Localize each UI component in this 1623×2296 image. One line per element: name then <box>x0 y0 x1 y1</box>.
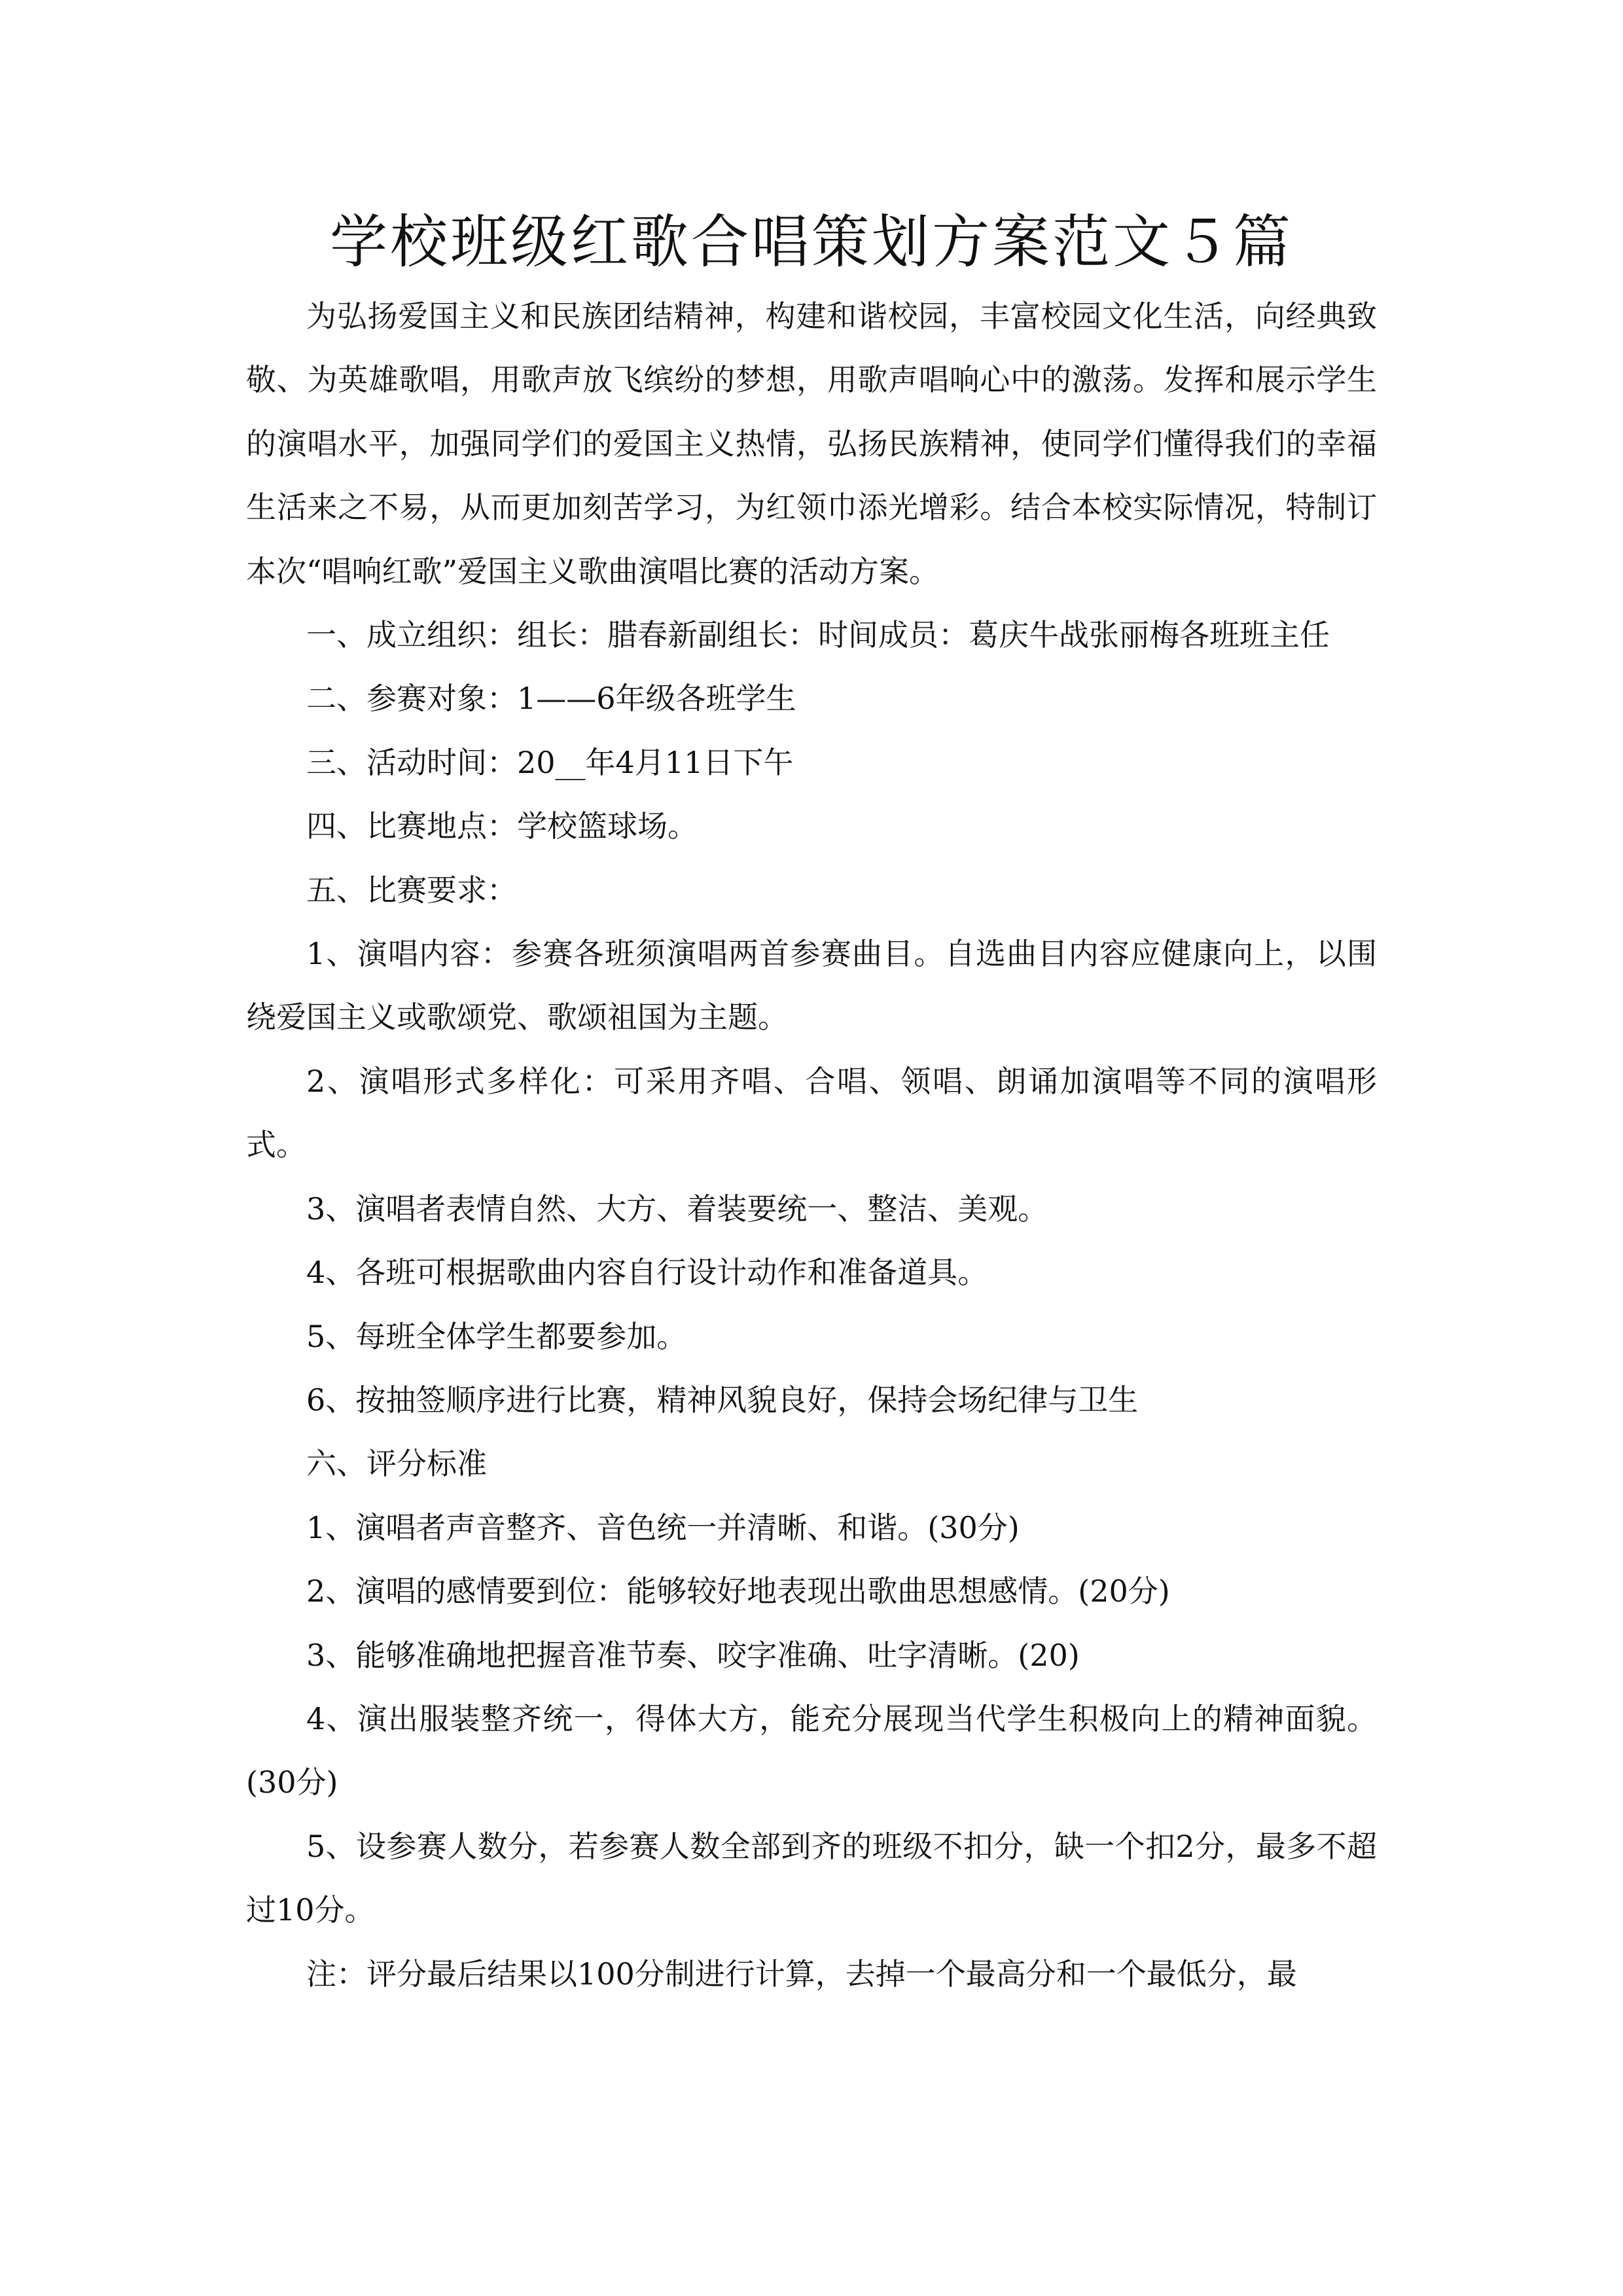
document-body <box>246 285 1377 2006</box>
paragraph-scoring-heading: 六、评分标准 <box>306 1446 487 1482</box>
paragraph-location: 四、比赛地点：学校篮球场。 <box>306 808 698 844</box>
paragraph-scoring-4: 4、演出服装整齐统一，得体大方，能充分展现当代学生积极向上的精神面貌。(30分) <box>246 1700 1377 1801</box>
paragraph-scoring-5: 5、设参赛人数分，若参赛人数全部到齐的班级不扣分，缺一个扣2分，最多不超过10分。 <box>246 1828 1377 1928</box>
paragraph-requirements-heading: 五、比赛要求： <box>306 872 517 908</box>
paragraph-organization: 一、成立组织：组长：腊春新副组长：时间成员：葛庆牛战张丽梅各班班主任 <box>306 617 1330 653</box>
paragraph-scoring-1: 1、演唱者声音整齐、音色统一并清晰、和谐。(30分) <box>306 1509 1020 1545</box>
paragraph-scoring-3: 3、能够准确地把握音准节奏、咬字准确、吐字清晰。(20) <box>306 1637 1080 1673</box>
paragraph-time: 三、活动时间：20__年4月11日下午 <box>306 744 794 780</box>
paragraph-requirement-3: 3、演唱者表情自然、大方、着装要统一、整洁、美观。 <box>306 1191 1048 1227</box>
paragraph-note: 注：评分最后结果以100分制进行计算，去掉一个最高分和一个最低分，最 <box>306 1956 1297 1992</box>
paragraph-scoring-2: 2、演唱的感情要到位：能够较好地表现出歌曲思想感情。(20分) <box>306 1573 1170 1609</box>
paragraph-requirement-4: 4、各班可根据歌曲内容自行设计动作和准备道具。 <box>306 1255 988 1291</box>
paragraph-participants: 二、参赛对象：1——6年级各班学生 <box>306 681 796 717</box>
paragraph-requirement-6: 6、按抽签顺序进行比赛，精神风貌良好，保持会场纪律与卫生 <box>306 1382 1139 1418</box>
paragraph-requirement-5: 5、每班全体学生都要参加。 <box>306 1318 687 1354</box>
paragraph-requirement-1: 1、演唱内容：参赛各班须演唱两首参赛曲目。自选曲目内容应健康向上，以围绕爱国主义或歌颂党、歌颂祖国为主题。 <box>246 936 1377 1035</box>
paragraph-intro: 为弘扬爱国主义和民族团结精神，构建和谐校园，丰富校园文化生活，向经典致敬、为英雄歌唱，用歌声放飞缤纷的梦想，用歌声唱响心中的激荡。发挥和展示学生的演唱水平，加强同学们的爱国主义热情，弘扬民族精神，使同学们懂得我们的幸福生活来之不易，从而更加刻苦学习，为红领巾添光增彩。结合本校实际情况，特制订本次“唱响红歌”爱国主义歌曲演唱比赛的活动方案。 <box>246 298 1377 589</box>
paragraph-requirement-2: 2、演唱形式多样化：可采用齐唱、合唱、领唱、朗诵加演唱等不同的演唱形式。 <box>246 1063 1377 1163</box>
document-title: 学校班级红歌合唱策划方案范文５篇 <box>329 208 1293 276</box>
